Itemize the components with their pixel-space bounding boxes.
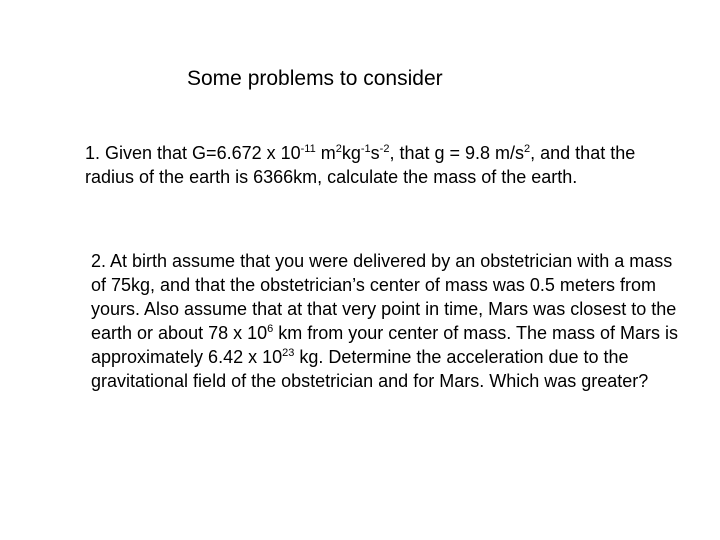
exponent: -2 [379,143,390,155]
problem-2-text: km from your center of mass. The mass of Mars is approximately 6.42 x 10 [91,323,679,367]
exponent: -11 [300,143,316,155]
problem-2-text: kg. Determine the acceleration due to the gravitational field of the obstetrician and for Mars. Which was greater? [91,347,649,391]
problem-1 [85,141,685,189]
problem-1-text: , that g = 9.8 m/s [389,143,525,163]
problem-1-text: s [370,143,380,163]
exponent: -1 [360,143,371,155]
problem-2-text: 2. At birth assume that you were delivered by an obstetrician with a mass of 75kg, and that the obstetrician’s center of mass was 0.5 meters from yours. Also assume that at that very point in time, Mars was closest to the earth or about 78 x 10 [91,251,677,343]
problem-1-text: , and that the radius of the earth is 6366km, calculate the mass of the earth. [85,143,636,187]
problem-1-text: m [315,143,336,163]
exponent: 6 [267,323,274,335]
slide-title: Some problems to consider [187,67,443,90]
exponent: 2 [335,143,342,155]
problem-1-text: 1. Given that G=6.672 x 10 [85,143,301,163]
exponent: 23 [282,347,295,359]
problem-2 [91,249,691,393]
problem-1-text: kg [341,143,361,163]
exponent: 2 [524,143,531,155]
